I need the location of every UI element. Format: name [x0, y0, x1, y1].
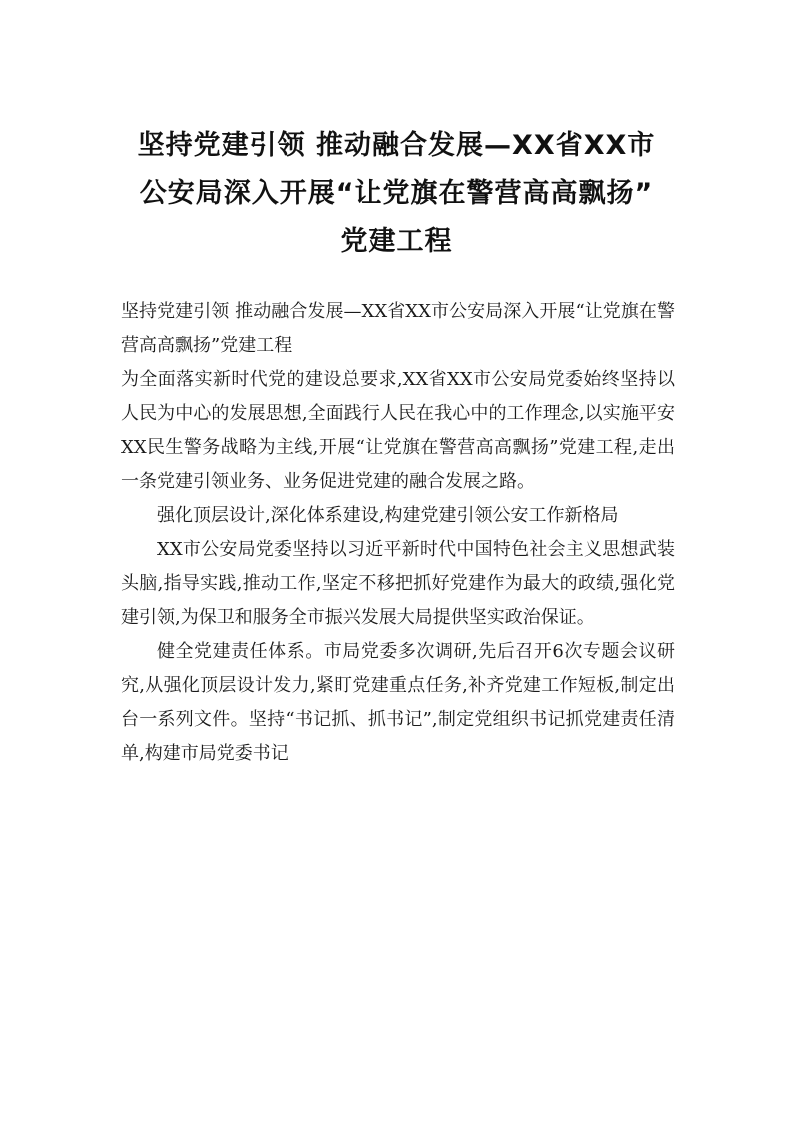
- subtitle-paragraph: 坚持党建引领 推动融合发展—XX省XX市公安局深入开展“让党旗在警营高高飘扬”党建工程: [121, 301, 675, 356]
- body-paragraph: XX市公安局党委坚持以习近平新时代中国特色社会主义思想武装头脑,指导实践,推动工作,坚定不移把抓好党建作为最大的政绩,强化党建引领,为保卫和服务全市振兴发展大局提供坚实政治保证。: [121, 539, 675, 628]
- document-body: [121, 295, 675, 771]
- title-line-1: 坚持党建引领 推动融合发展—XX省XX市: [137, 130, 656, 161]
- title-line-3: 党建工程: [340, 226, 453, 257]
- document-title: [100, 122, 693, 266]
- section-heading-paragraph: 强化顶层设计,深化体系建设,构建党建引领公安工作新格局: [157, 505, 619, 526]
- intro-paragraph: 为全面落实新时代党的建设总要求,XX省XX市公安局党委始终坚持以人民为中心的发展思想,全面践行人民在我心中的工作理念,以实施平安XX民生警务战略为主线,开展“让党旗在警营高高飘扬”党建工程,走出一条党建引领业务、业务促进党建的融合发展之路。: [121, 369, 675, 492]
- title-line-2: 公安局深入开展“让党旗在警营高高飘扬”: [139, 178, 654, 209]
- body-paragraph: 健全党建责任体系。市局党委多次调研,先后召开6次专题会议研究,从强化顶层设计发力,紧盯党建重点任务,补齐党建工作短板,制定出台一系列文件。坚持“书记抓、抓书记”,制定党组织书记抓党建责任清单,构建市局党委书记: [121, 641, 675, 764]
